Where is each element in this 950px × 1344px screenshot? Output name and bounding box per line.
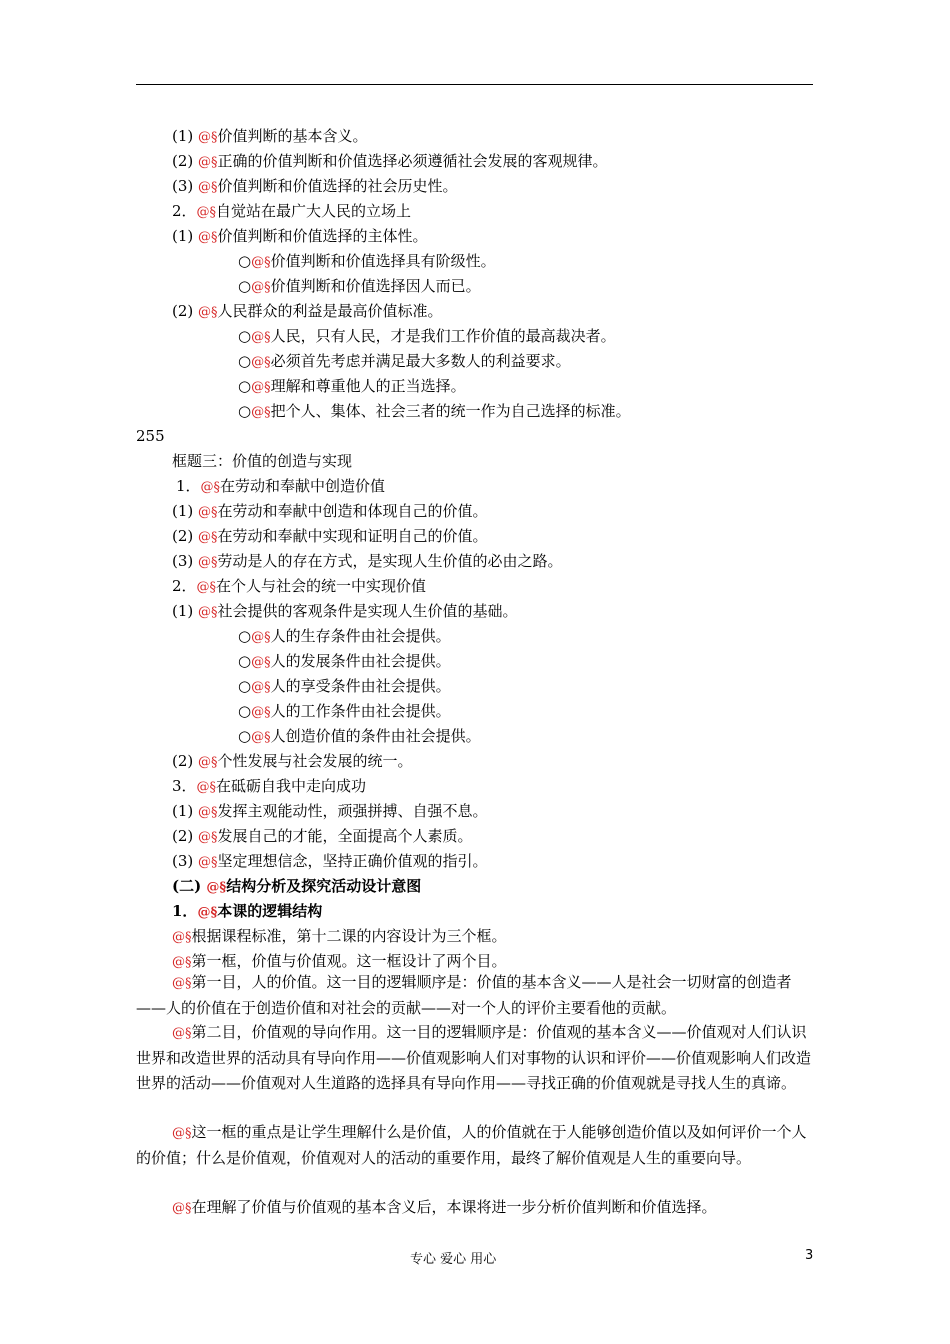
text-line: (1) @§在劳动和奉献中创造和体现自己的价值。 [172, 502, 488, 520]
text-line: 1．@§在劳动和奉献中创造价值 [176, 477, 386, 495]
section-heading: (二) @§结构分析及探究活动设计意图 [172, 877, 422, 895]
text-line: ○@§把个人、集体、社会三者的统一作为自己选择的标准。 [238, 402, 631, 420]
text-line: ○@§人的生存条件由社会提供。 [238, 627, 451, 645]
text-line: @§根据课程标准，第十二课的内容设计为三个框。 [172, 927, 507, 945]
page-number: 3 [805, 1248, 814, 1263]
text-line: (2) @§发展自己的才能，全面提高个人素质。 [172, 827, 473, 845]
text-line: (3) @§价值判断和价值选择的社会历史性。 [172, 177, 458, 195]
text-line: ○@§人的工作条件由社会提供。 [238, 702, 451, 720]
paragraph: @§第二目，价值观的导向作用。这一目的逻辑顺序是：价值观的基本含义——价值观对人们认识世界和改造世界的活动具有导向作用——价值观影响人们对事物的认识和评价——价值观影响人们改造世界的活动——价值观对人生道路的选择具有导向作用——寻找正确的价值观就是寻找人生的真谛。 [136, 1023, 812, 1092]
text-line: (2) @§个性发展与社会发展的统一。 [172, 752, 413, 770]
text-line: ○@§价值判断和价值选择因人而已。 [238, 277, 481, 295]
subsection-heading: 1．@§本课的逻辑结构 [172, 902, 323, 920]
header-rule [136, 84, 813, 85]
text-line: ○@§人创造价值的条件由社会提供。 [238, 727, 481, 745]
paragraph: @§第一目，人的价值。这一目的逻辑顺序是：价值的基本含义——人是社会一切财富的创造者——人的价值在于创造价值和对社会的贡献——对一个人的评价主要看他的贡献。 [136, 973, 792, 1017]
footer-motto: 专心 爱心 用心 [410, 1252, 497, 1267]
text-line: ○@§人的享受条件由社会提供。 [238, 677, 451, 695]
text-line: 3．@§在砥砺自我中走向成功 [172, 777, 367, 795]
text-line: (2) @§正确的价值判断和价值选择必须遵循社会发展的客观规律。 [172, 152, 608, 170]
text-line: (3) @§坚定理想信念，坚持正确价值观的指引。 [172, 852, 488, 870]
text-line: (1) @§价值判断和价值选择的主体性。 [172, 227, 428, 245]
text-line: 2．@§在个人与社会的统一中实现价值 [172, 577, 427, 595]
text-line: 2．@§自觉站在最广大人民的立场上 [172, 202, 412, 220]
text-line: (2) @§人民群众的利益是最高价值标准。 [172, 302, 443, 320]
text-line: ○@§必须首先考虑并满足最大多数人的利益要求。 [238, 352, 571, 370]
text-line: @§第一框，价值与价值观。这一框设计了两个目。 [172, 952, 507, 970]
page-ref: 255 [136, 427, 165, 445]
text-line: (1) @§社会提供的客观条件是实现人生价值的基础。 [172, 602, 518, 620]
section-title: 框题三：价值的创造与实现 [172, 452, 353, 470]
text-line: ○@§人的发展条件由社会提供。 [238, 652, 451, 670]
paragraph: @§在理解了价值与价值观的基本含义后，本课将进一步分析价值判断和价值选择。 [172, 1198, 717, 1216]
text-line: (1) @§发挥主观能动性，顽强拼搏、自强不息。 [172, 802, 488, 820]
text-line: (2) @§在劳动和奉献中实现和证明自己的价值。 [172, 527, 488, 545]
paragraph: @§这一框的重点是让学生理解什么是价值，人的价值就在于人能够创造价值以及如何评价一个人的价值；什么是价值观，价值观对人的活动的重要作用，最终了解价值观是人生的重要向导。 [136, 1123, 807, 1167]
text-line: ○@§理解和尊重他人的正当选择。 [238, 377, 466, 395]
text-line: ○@§价值判断和价值选择具有阶级性。 [238, 252, 496, 270]
text-line: (1) @§价值判断的基本含义。 [172, 127, 368, 145]
text-line: ○@§人民，只有人民，才是我们工作价值的最高裁决者。 [238, 327, 616, 345]
text-line: (3) @§劳动是人的存在方式，是实现人生价值的必由之路。 [172, 552, 563, 570]
